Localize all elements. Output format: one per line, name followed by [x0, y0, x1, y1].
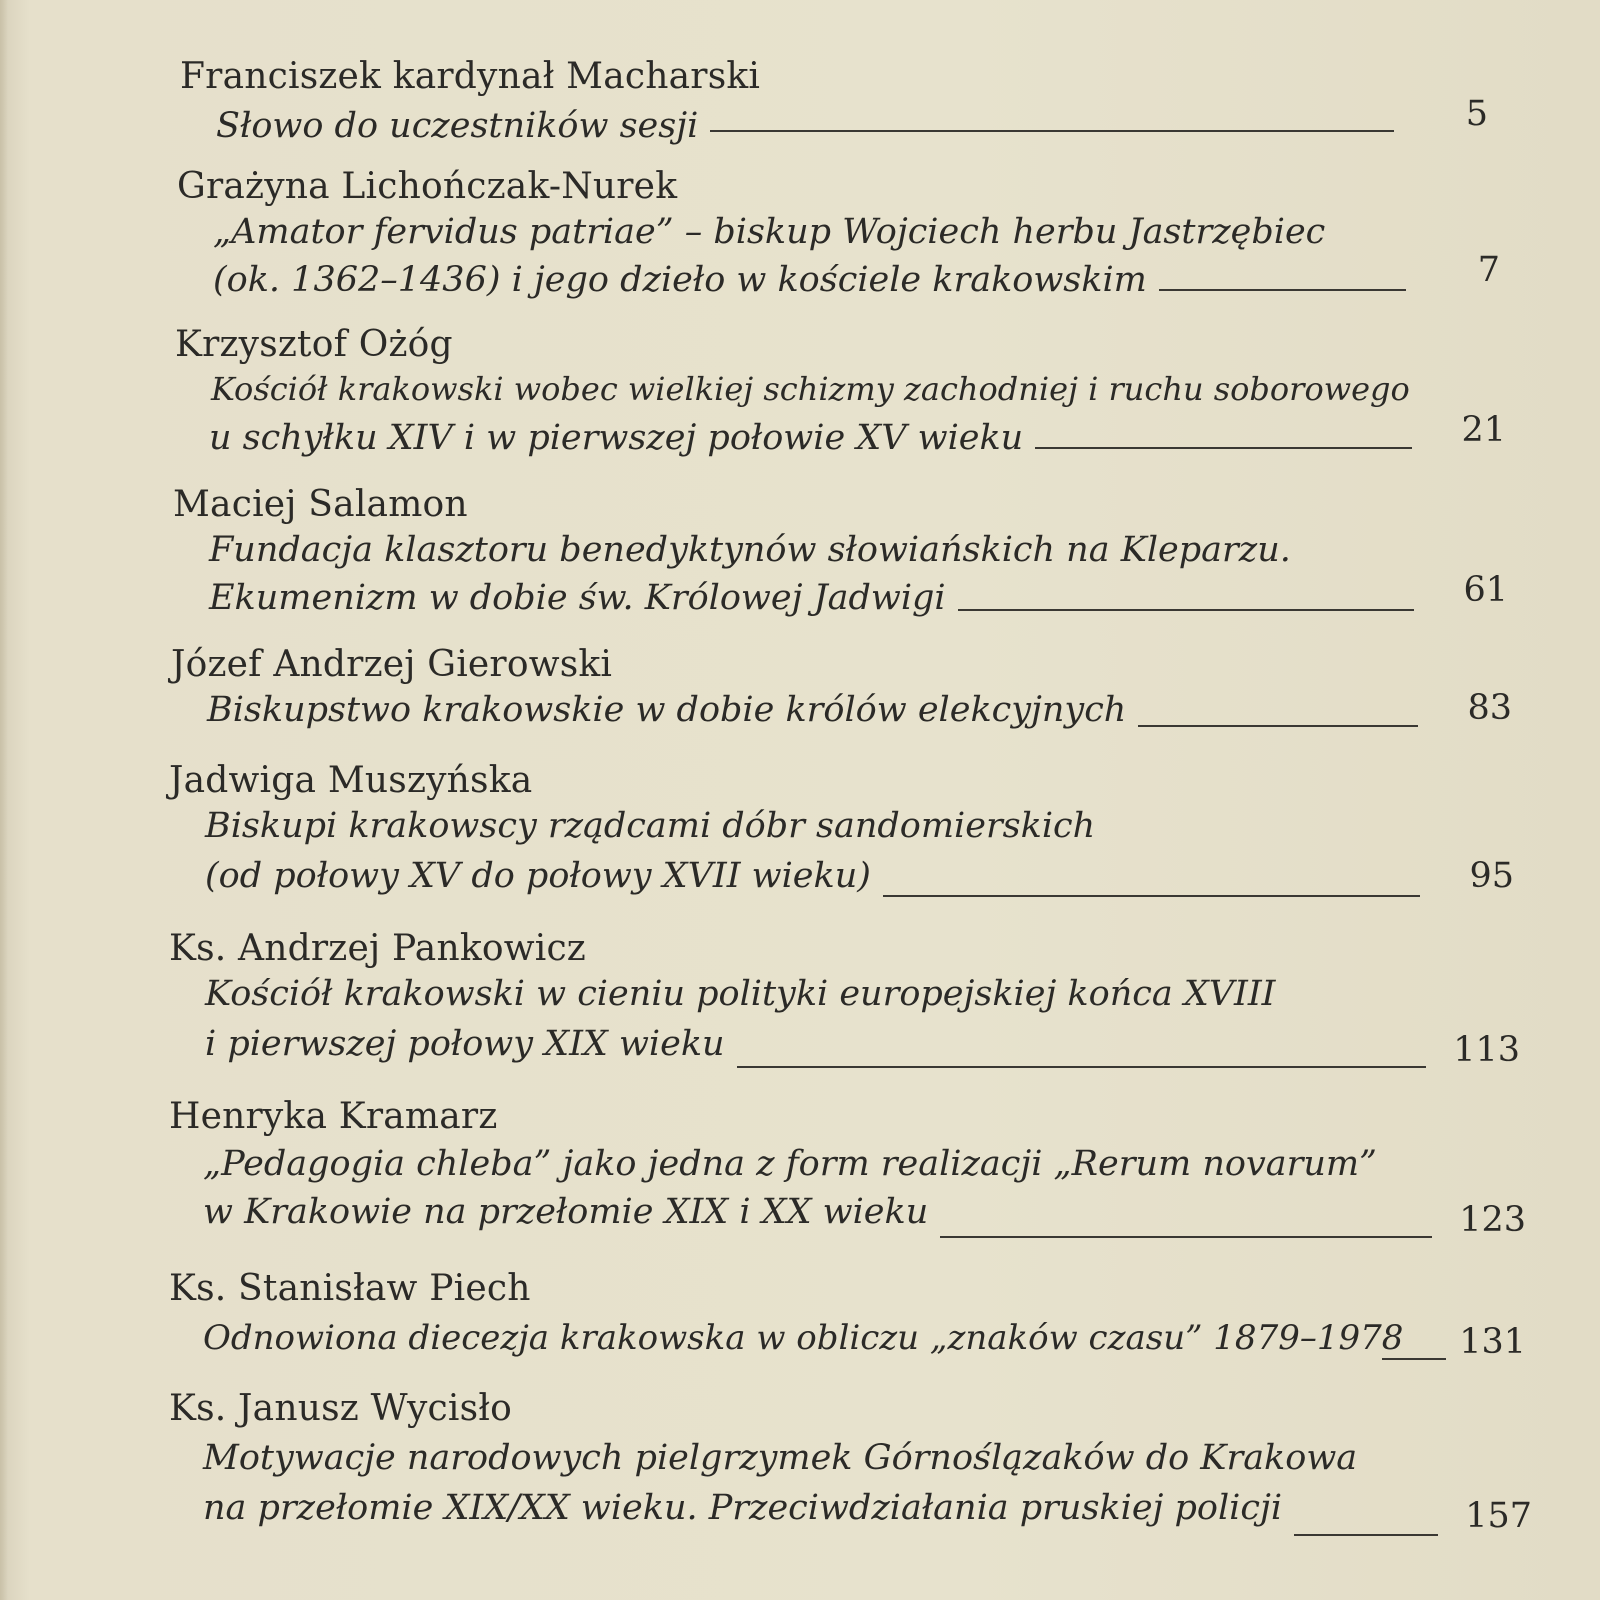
- entry-title-line: (ok. 1362–1436) i jego dzieło w kościele krakowskim: [213, 260, 1147, 300]
- entry-page-number: 5: [1465, 94, 1488, 134]
- entry-title-line: u schyłku XIV i w pierwszej połowie XV wieku: [209, 418, 1024, 458]
- entry-title-line: „Amator fervidus patriae” – biskup Wojciech herbu Jastrzębiec: [213, 212, 1326, 252]
- entry-page-number: 131: [1459, 1322, 1526, 1362]
- entry-author: Krzysztof Ożóg: [175, 324, 453, 365]
- entry-page-number: 95: [1469, 856, 1514, 896]
- entry-title-line: (od połowy XV do połowy XVII wieku): [205, 856, 871, 896]
- entry-title-line: Motywacje narodowych pielgrzymek Górnoślązaków do Krakowa: [203, 1438, 1358, 1478]
- dot-leader: [1159, 289, 1406, 291]
- entry-title-line: Kościół krakowski wobec wielkiej schizmy zachodniej i ruchu soborowego: [211, 370, 1410, 408]
- entry-author: Józef Andrzej Gierowski: [171, 644, 613, 685]
- entry-author: Henryka Kramarz: [169, 1096, 498, 1137]
- entry-page-number: 83: [1467, 688, 1512, 728]
- entry-title-line: Odnowiona diecezja krakowska w obliczu „znaków czasu” 1879–1978: [203, 1318, 1404, 1358]
- entry-title-line: „Pedagogia chleba” jako jedna z form realizacji „Rerum novarum”: [203, 1144, 1377, 1184]
- entry-title-line: Kościół krakowski w cieniu polityki europejskiej końca XVIII: [205, 974, 1276, 1014]
- entry-title-line: Biskupi krakowscy rządcami dóbr sandomierskich: [205, 806, 1096, 846]
- dot-leader: [737, 1066, 1426, 1068]
- dot-leader: [958, 609, 1414, 611]
- dot-leader: [1138, 725, 1418, 727]
- entry-page-number: 113: [1453, 1030, 1520, 1070]
- entry-title-line: i pierwszej połowy XIX wieku: [205, 1024, 725, 1064]
- entry-page-number: 123: [1459, 1200, 1526, 1240]
- entry-page-number: 157: [1465, 1496, 1532, 1536]
- entry-title-line: w Krakowie na przełomie XIX i XX wieku: [203, 1192, 929, 1232]
- entry-title-line: na przełomie XIX/XX wieku. Przeciwdziałania pruskiej policji: [203, 1488, 1283, 1528]
- entry-title-line: Biskupstwo krakowskie w dobie królów elekcyjnych: [207, 690, 1127, 730]
- entry-author: Franciszek kardynał Macharski: [180, 56, 761, 97]
- entry-author: Maciej Salamon: [173, 484, 468, 525]
- dot-leader: [1035, 447, 1412, 449]
- dot-leader: [940, 1236, 1432, 1238]
- dot-leader: [1294, 1534, 1438, 1536]
- entry-author: Grażyna Lichończak-Nurek: [177, 166, 678, 207]
- entry-author: Jadwiga Muszyńska: [169, 760, 533, 801]
- entry-author: Ks. Stanisław Piech: [169, 1268, 531, 1309]
- entry-title-line: Fundacja klasztoru benedyktynów słowiańskich na Kleparzu.: [209, 530, 1291, 570]
- entry-title-line: Słowo do uczestników sesji: [216, 106, 699, 146]
- entry-page-number: 21: [1461, 410, 1506, 450]
- dot-leader: [710, 130, 1394, 132]
- dot-leader: [883, 895, 1420, 897]
- dot-leader: [1382, 1358, 1446, 1360]
- entry-author: Ks. Janusz Wycisło: [169, 1388, 513, 1429]
- entry-author: Ks. Andrzej Pankowicz: [169, 928, 586, 969]
- entry-title-line: Ekumenizm w dobie św. Królowej Jadwigi: [209, 578, 946, 618]
- entry-page-number: 61: [1463, 570, 1508, 610]
- entry-page-number: 7: [1477, 250, 1500, 290]
